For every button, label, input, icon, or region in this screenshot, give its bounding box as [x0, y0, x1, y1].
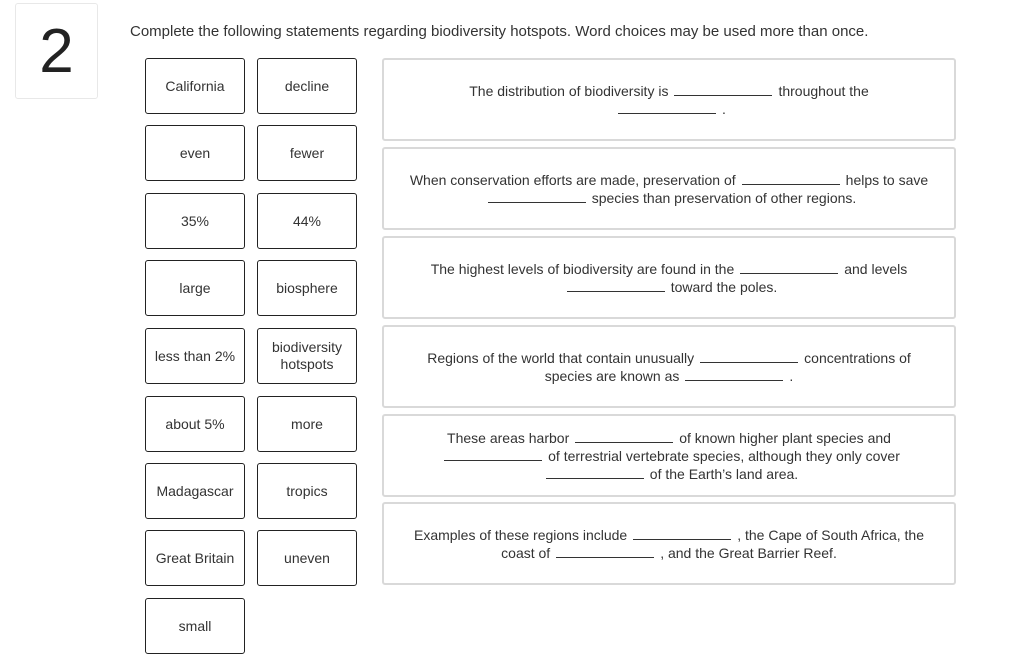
drop-blank[interactable] — [618, 103, 716, 114]
drop-blank[interactable] — [685, 370, 783, 381]
statement-text-4: Regions of the world that contain unusually concentrations of species are known as . — [427, 349, 911, 384]
statement-box-5 — [382, 414, 956, 497]
drop-blank[interactable] — [444, 450, 542, 461]
drop-blank[interactable] — [700, 352, 798, 363]
word-chip-biodiversity-hotspots[interactable]: biodiversity hotspots — [257, 328, 357, 384]
word-chip-large[interactable]: large — [145, 260, 245, 316]
drop-blank[interactable] — [546, 468, 644, 479]
word-chip-even[interactable]: even — [145, 125, 245, 181]
drop-blank[interactable] — [488, 192, 586, 203]
statement-text-5: These areas harbor of known higher plant species and of terrestrial vertebrate species, although they only cover of the Earth’s land area. — [409, 429, 929, 483]
word-chip-fewer[interactable]: fewer — [257, 125, 357, 181]
word-chip-california[interactable]: California — [145, 58, 245, 114]
word-chip-biosphere[interactable]: biosphere — [257, 260, 357, 316]
statement-box-4 — [382, 325, 956, 408]
statement-text-3: The highest levels of biodiversity are found in the and levels toward the poles. — [430, 260, 908, 295]
statement-text-6: Examples of these regions include , the Cape of South Africa, the coast of , and the Great Barrier Reef. — [413, 526, 925, 561]
word-chip-small[interactable]: small — [145, 598, 245, 654]
question-number: 2 — [15, 3, 98, 99]
word-chip-madagascar[interactable]: Madagascar — [145, 463, 245, 519]
drop-blank[interactable] — [742, 174, 840, 185]
word-chip-about-5-percent[interactable]: about 5% — [145, 396, 245, 452]
word-chip-tropics[interactable]: tropics — [257, 463, 357, 519]
drop-blank[interactable] — [674, 85, 772, 96]
word-chip-35-percent[interactable]: 35% — [145, 193, 245, 249]
word-chip-decline[interactable]: decline — [257, 58, 357, 114]
drop-blank[interactable] — [740, 263, 838, 274]
word-chip-less-than-2-percent[interactable]: less than 2% — [145, 328, 245, 384]
word-chip-great-britain[interactable]: Great Britain — [145, 530, 245, 586]
statement-box-3 — [382, 236, 956, 319]
statement-box-1 — [382, 58, 956, 141]
word-chip-more[interactable]: more — [257, 396, 357, 452]
statement-box-2 — [382, 147, 956, 230]
statement-box-6 — [382, 502, 956, 585]
statement-text-2: When conservation efforts are made, preservation of helps to savespecies than preservation of other regions. — [409, 171, 929, 206]
statement-text-1: The distribution of biodiversity is throughout the . — [469, 82, 869, 117]
drop-blank[interactable] — [633, 529, 731, 540]
word-chip-44-percent[interactable]: 44% — [257, 193, 357, 249]
instructions-text: Complete the following statements regarding biodiversity hotspots. Word choices may be used more than once. — [130, 23, 869, 40]
drop-blank[interactable] — [556, 547, 654, 558]
drop-blank[interactable] — [567, 281, 665, 292]
word-chip-uneven[interactable]: uneven — [257, 530, 357, 586]
drop-blank[interactable] — [575, 432, 673, 443]
